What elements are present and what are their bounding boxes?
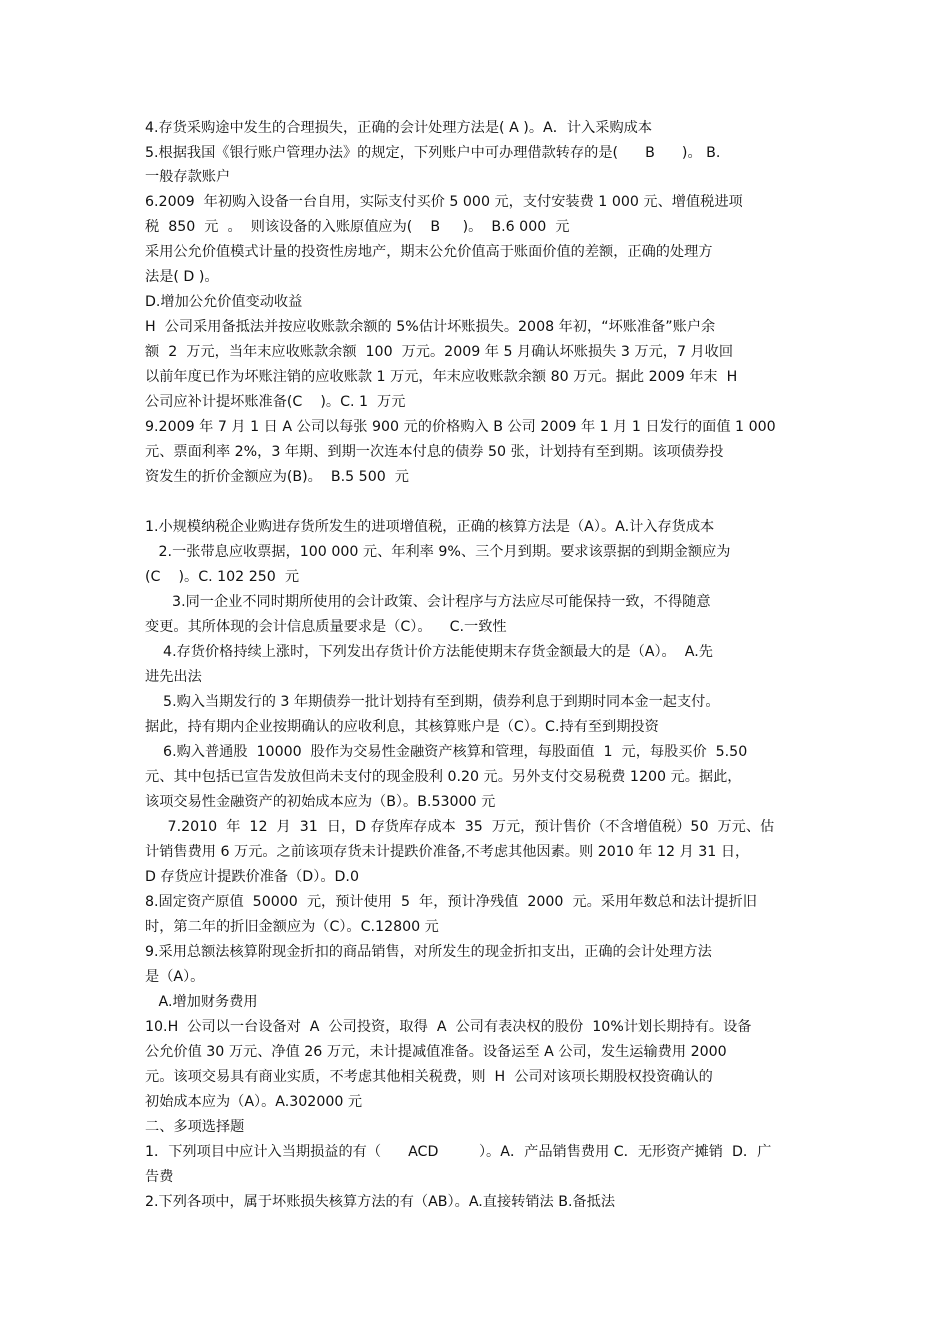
text-line: 7.2010 年 12 月 31 日，D 存货库存成本 35 万元，预计售价（不含增值税）50 万元、估 bbox=[145, 819, 775, 835]
text-line: 9.2009 年 7 月 1 日 A 公司以每张 900 元的价格购入 B 公司 2009 年 1 月 1 日发行的面值 1 000 bbox=[145, 419, 776, 435]
text-line: 计销售费用 6 万元。之前该项存货未计提跌价准备,不考虑其他因素。则 2010 年 12 月 31 日， bbox=[145, 844, 750, 860]
text-line: 元。该项交易具有商业实质，不考虑其他相关税费，则 H 公司对该项长期股权投资确认的 bbox=[145, 1069, 713, 1085]
text-line: 时，第二年的折旧金额应为（C）。C.12800 元 bbox=[145, 919, 439, 935]
text-line: 4.存货采购途中发生的合理损失，正确的会计处理方法是( A )。A．计入采购成本 bbox=[145, 120, 653, 136]
text-line: 4.存货价格持续上涨时，下列发出存货计价方法能使期末存货金额最大的是（A）。 A.先 bbox=[145, 644, 713, 660]
text-line: 以前年度已作为坏账注销的应收账款 1 万元，年末应收账款余额 80 万元。据此 2009 年末 H bbox=[145, 369, 738, 385]
text-line: 5.根据我国《银行账户管理办法》的规定，下列账户中可办理借款转存的是( B )。 B. bbox=[145, 145, 721, 161]
text-line: 该项交易性金融资产的初始成本应为（B）。B.53000 元 bbox=[145, 794, 496, 810]
text-line: 采用公允价值模式计量的投资性房地产，期末公允价值高于账面价值的差额，正确的处理方 bbox=[145, 244, 713, 260]
text-line: 5.购入当期发行的 3 年期债券一批计划持有至到期，债券利息于到期时同本金一起支付。 bbox=[145, 694, 720, 710]
text-line: H 公司采用备抵法并按应收账款余额的 5%估计坏账损失。2008 年初，“坏账准备”账户余 bbox=[145, 319, 716, 335]
text-line: (C )。C. 102 250 元 bbox=[145, 569, 300, 585]
text-line: 告费 bbox=[145, 1169, 174, 1185]
text-line: D 存货应计提跌价准备（D）。D.0 bbox=[145, 869, 359, 885]
text-line: 8.固定资产原值 50000 元，预计使用 5 年，预计净残值 2000 元。采用年数总和法计提折旧 bbox=[145, 894, 757, 910]
text-line: 1．下列项目中应计入当期损益的有（ ACD ）。A．产品销售费用 C．无形资产摊销 D．广 bbox=[145, 1144, 772, 1160]
text-line: A.增加财务费用 bbox=[145, 994, 258, 1010]
text-line: 10.H 公司以一台设备对 A 公司投资，取得 A 公司有表决权的股份 10%计划长期持有。设备 bbox=[145, 1019, 752, 1035]
text-line: 9.采用总额法核算附现金折扣的商品销售，对所发生的现金折扣支出，正确的会计处理方法 bbox=[145, 944, 712, 960]
text-line: 初始成本应为（A）。A.302000 元 bbox=[145, 1094, 363, 1110]
text-line: 元、票面利率 2%，3 年期、到期一次连本付息的债券 50 张，计划持有至到期。该项债券投 bbox=[145, 444, 724, 460]
text-line: 公允价值 30 万元、净值 26 万元，未计提减值准备。设备运至 A 公司，发生运输费用 2000 bbox=[145, 1044, 727, 1060]
text-line: 6.购入普通股 10000 股作为交易性金融资产核算和管理，每股面值 1 元，每股买价 5.50 bbox=[145, 744, 748, 760]
text-line: 2.一张带息应收票据，100 000 元、年利率 9%、三个月到期。要求该票据的到期金额应为 bbox=[145, 544, 731, 560]
text-line: 6.2009 年初购入设备一台自用，实际支付买价 5 000 元，支付安装费 1 000 元、增值税进项 bbox=[145, 194, 743, 210]
text-line: 3.同一企业不同时期所使用的会计政策、会计程序与方法应尽可能保持一致，不得随意 bbox=[145, 594, 711, 610]
text-line: D.增加公允价值变动收益 bbox=[145, 294, 303, 310]
text-line: 一般存款账户 bbox=[145, 169, 231, 185]
text-line: 税 850 元 。 则该设备的入账原值应为( B )。 B.6 000 元 bbox=[145, 219, 570, 235]
text-line: 据此，持有期内企业按期确认的应收利息，其核算账户是（C）。C.持有至到期投资 bbox=[145, 719, 659, 735]
text-line: 是（A）。 bbox=[145, 969, 205, 985]
text-line: 公司应补计提坏账准备(C )。C. 1 万元 bbox=[145, 394, 406, 410]
text-line: 进先出法 bbox=[145, 669, 202, 685]
text-line: 法是( D )。 bbox=[145, 269, 219, 285]
text-line: 2.下列各项中，属于坏账损失核算方法的有（AB）。A.直接转销法 B.备抵法 bbox=[145, 1194, 616, 1210]
text-line: 资发生的折价金额应为(B)。 B.5 500 元 bbox=[145, 469, 409, 485]
section-heading: 二、多项选择题 bbox=[145, 1119, 245, 1135]
text-line: 变更。其所体现的会计信息质量要求是（C）。 C.一致性 bbox=[145, 619, 507, 635]
text-line: 额 2 万元，当年末应收账款余额 100 万元。2009 年 5 月确认坏账损失 3 万元，7 月收回 bbox=[145, 344, 734, 360]
text-line: 1.小规模纳税企业购进存货所发生的进项增值税，正确的核算方法是（A）。A.计入存货成本 bbox=[145, 519, 715, 535]
text-line: 元、其中包括已宣告发放但尚未支付的现金股利 0.20 元。另外支付交易税费 1200 元。据此， bbox=[145, 769, 742, 785]
